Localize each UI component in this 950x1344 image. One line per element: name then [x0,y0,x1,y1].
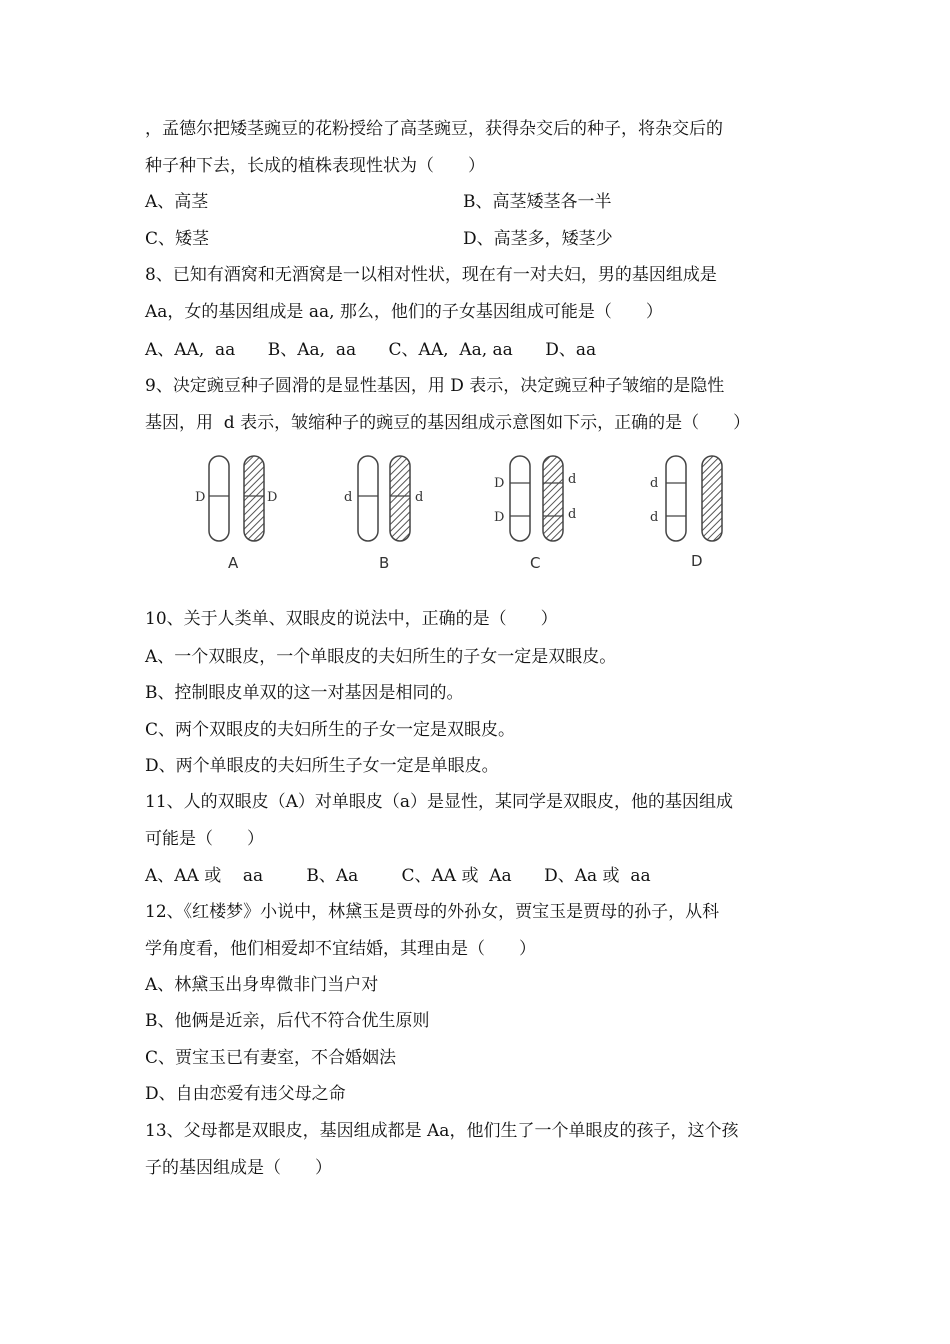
figure-a-letter: A [228,554,239,572]
q10-stem: 10、关于人类单、双眼皮的说法中，正确的是（ ） [145,609,558,629]
figure-b-letter: B [379,554,390,572]
figure-d [650,456,722,570]
figure-c-right-chromosome [543,456,563,541]
figure-b-right-chromosome [390,456,410,541]
figure-d-left-chromosome [666,456,686,541]
figure-c-right-label-2: d [568,507,577,522]
figure-d-left-label-2: d [650,510,659,525]
figure-c [494,456,576,572]
figure-c-left-label-1: D [494,476,505,491]
figure-d-left-label-1: d [650,476,659,491]
q8-stem-line-1: 8、已知有酒窝和无酒窝是一以相对性状，现在有一对夫妇，男的基因组成是 [145,265,717,285]
figure-b [344,456,423,572]
figure-a [195,456,277,572]
q10-option-c: C、两个双眼皮的夫妇所生的子女一定是双眼皮。 [145,720,516,740]
figure-d-right-chromosome [702,456,722,541]
q12-stem-line-2: 学角度看，他们相爱却不宜结婚，其理由是（ ） [145,939,536,959]
q10-option-d: D、两个单眼皮的夫妇所生子女一定是单眼皮。 [145,756,499,776]
q7-option-b: B、高茎矮茎各一半 [463,192,612,212]
q10-option-a: A、一个双眼皮，一个单眼皮的夫妇所生的子女一定是双眼皮。 [145,647,617,667]
figure-d-letter: D [691,552,703,570]
figure-a-left-chromosome [209,456,229,541]
figure-c-letter: C [530,554,541,572]
q7-option-c: C、矮茎 [145,229,210,249]
figure-c-left-chromosome [510,456,530,541]
figure-c-right-label-1: d [568,472,577,487]
q11-options: A、AA 或 aa B、Aa C、AA 或 Aa D、Aa 或 aa [145,866,651,886]
q12-option-d: D、自由恋爱有违父母之命 [145,1084,346,1104]
figure-b-left-label: d [344,490,353,505]
figure-a-right-chromosome [244,456,264,541]
q12-option-c: C、贾宝玉已有妻室，不合婚姻法 [145,1048,397,1068]
q13-stem-line-1: 13、父母都是双眼皮，基因组成都是 Aa，他们生了一个单眼皮的孩子，这个孩 [145,1121,739,1141]
q7-stem-line-2: 种子种下去，长成的植株表现性状为（ ） [145,156,485,176]
figure-a-left-label: D [195,490,206,505]
q7-option-d: D、高茎多，矮茎少 [463,229,613,249]
q9-stem-line-2: 基因，用 d 表示，皱缩种子的豌豆的基因组成示意图如下示，正确的是（ ） [145,413,751,433]
q7-stem-line-1: ，孟德尔把矮茎豌豆的花粉授给了高茎豌豆，获得杂交后的种子，将杂交后的 [145,119,723,139]
q12-option-a: A、林黛玉出身卑微非门当户对 [145,975,379,995]
figure-b-right-label: d [415,490,424,505]
q13-stem-line-2: 子的基因组成是（ ） [145,1158,332,1178]
q12-stem-line-1: 12、《红楼梦》小说中，林黛玉是贾母的外孙女，贾宝玉是贾母的孙子，从科 [145,902,720,922]
figure-c-left-label-2: D [494,510,505,525]
q8-options: A、AA, aa B、Aa, aa C、AA, Aa, aa D、aa [145,340,597,360]
q7-option-a: A、高茎 [145,192,209,212]
q11-stem-line-2: 可能是（ ） [145,829,264,849]
q11-stem-line-1: 11、人的双眼皮（A）对单眼皮（a）是显性，某同学是双眼皮，他的基因组成 [145,792,734,812]
q10-option-b: B、控制眼皮单双的这一对基因是相同的。 [145,683,464,703]
q12-option-b: B、他俩是近亲，后代不符合优生原则 [145,1011,430,1031]
figure-b-left-chromosome [358,456,378,541]
chromosome-figure [178,446,748,576]
q8-stem-line-2: Aa，女的基因组成是 aa, 那么，他们的子女基因组成可能是（ ） [145,302,663,322]
q9-stem-line-1: 9、决定豌豆种子圆滑的是显性基因，用 D 表示，决定豌豆种子皱缩的是隐性 [145,376,725,396]
figure-a-right-label: D [267,490,278,505]
